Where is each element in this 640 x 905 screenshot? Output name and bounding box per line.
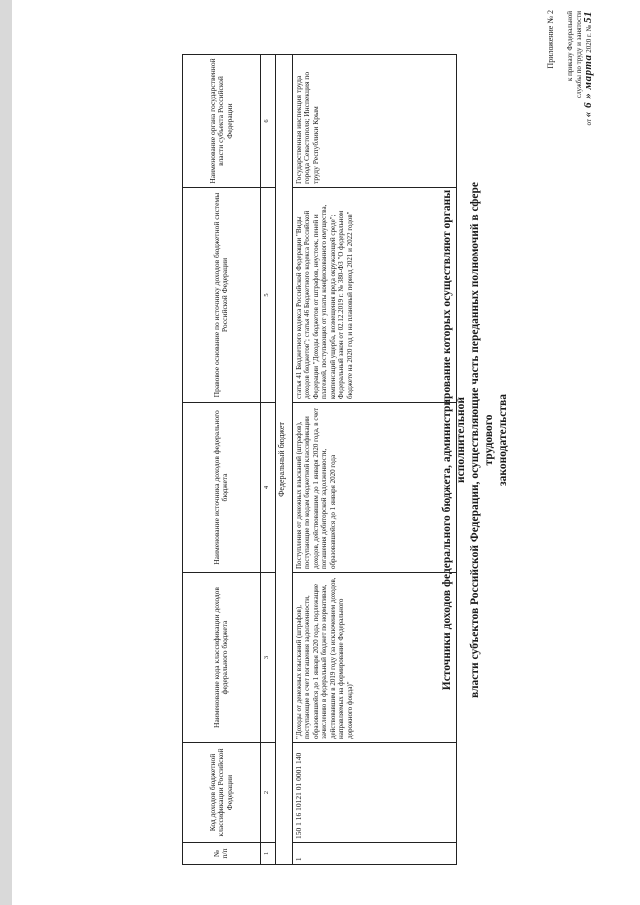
row-authority: Государственная инспекция труда города Севастополя; Инспекция по труду Республики Крым — [292, 55, 456, 188]
header-source-name: Наименование источника доходов федерального бюджета — [183, 403, 261, 573]
header-code-name: Наименование кода классификации доходов федерального бюджета — [183, 573, 261, 743]
column-number: 3 — [260, 573, 275, 743]
appendix-label: Приложение № 2 — [546, 10, 555, 69]
row-legal-basis: статья 41 Бюджетного кодекса Российской Федерации "Виды доходов бюджетов"; статья 46 Бюджетного кодекса Российской Федерации "Доходы бюджетов от штрафов, неустоек, пеней и платежей, поступающих от уплаты конфискованного имущества, компенсаций ущерба, возмещения вреда окружающей среде"; Федеральный закон от 02.12.2019 г. № 380-ФЗ "О федеральном бюджете на 2020 год и на плановый период 2021 и 2022 годов" — [292, 188, 456, 403]
row-number: 1 — [292, 843, 456, 865]
row-source-name: Поступления от денежных взысканий (штрафов), поступающие по кодам бюджетной классификации доходов, действовавшим до 1 января 2020 года, в счет погашения дебиторской задолженности, образовавшейся до 1 января 2020 года — [292, 403, 456, 573]
title-line-3: законодательства — [497, 394, 509, 486]
order-date-prefix: от — [585, 118, 593, 126]
column-number: 5 — [260, 188, 275, 403]
row-code-name: "Доходы от денежных взысканий (штрафов), поступающие в счет погашения задолженности, образовавшейся до 1 января 2020 года, подлежащие зачислению в федеральный бюджет по нормативам, действовавшим в 2019 году (за исключением доходов, направляемых на формирование Федерального дорожного фонда)" — [292, 573, 456, 743]
order-reference — [566, 11, 594, 191]
row-code: 150 1 16 10121 01 0001 140 — [292, 743, 456, 843]
order-handwritten-date: « 6 » марта — [582, 54, 594, 118]
section-title: Федеральный бюджет — [275, 55, 292, 865]
header-code: Код доходов бюджетной классификации Российской Федерации — [183, 743, 261, 843]
order-number: 51 — [582, 11, 594, 23]
table-row — [292, 55, 456, 865]
column-number: 4 — [260, 403, 275, 573]
table-header-row — [183, 55, 261, 865]
title-line-1: Источники доходов федерального бюджета, администрирование которых осуществляют органы исполнительной — [441, 189, 467, 691]
column-number: 6 — [260, 55, 275, 188]
header-legal-basis: Правовое основание по источнику доходов бюджетной системы Российской Федерации — [183, 188, 261, 403]
order-line-2: службы по труду и занятости — [575, 11, 583, 99]
income-sources-table — [182, 54, 457, 865]
order-date: 2020 г. № — [585, 24, 593, 53]
header-number: № п/п — [183, 843, 261, 865]
order-line-1: к приказу Федеральной — [566, 11, 574, 81]
header-authority: Наименование органа государственной власти субъекта Российской Федерации — [183, 55, 261, 188]
order-date-line — [584, 11, 594, 191]
column-number: 2 — [260, 743, 275, 843]
column-number-row — [260, 55, 275, 865]
section-row — [275, 55, 292, 865]
title-line-2: власти субъектов Российской Федерации, осуществляющие часть переданных полномочий в сфере трудового — [469, 182, 495, 698]
column-number: 1 — [260, 843, 275, 865]
